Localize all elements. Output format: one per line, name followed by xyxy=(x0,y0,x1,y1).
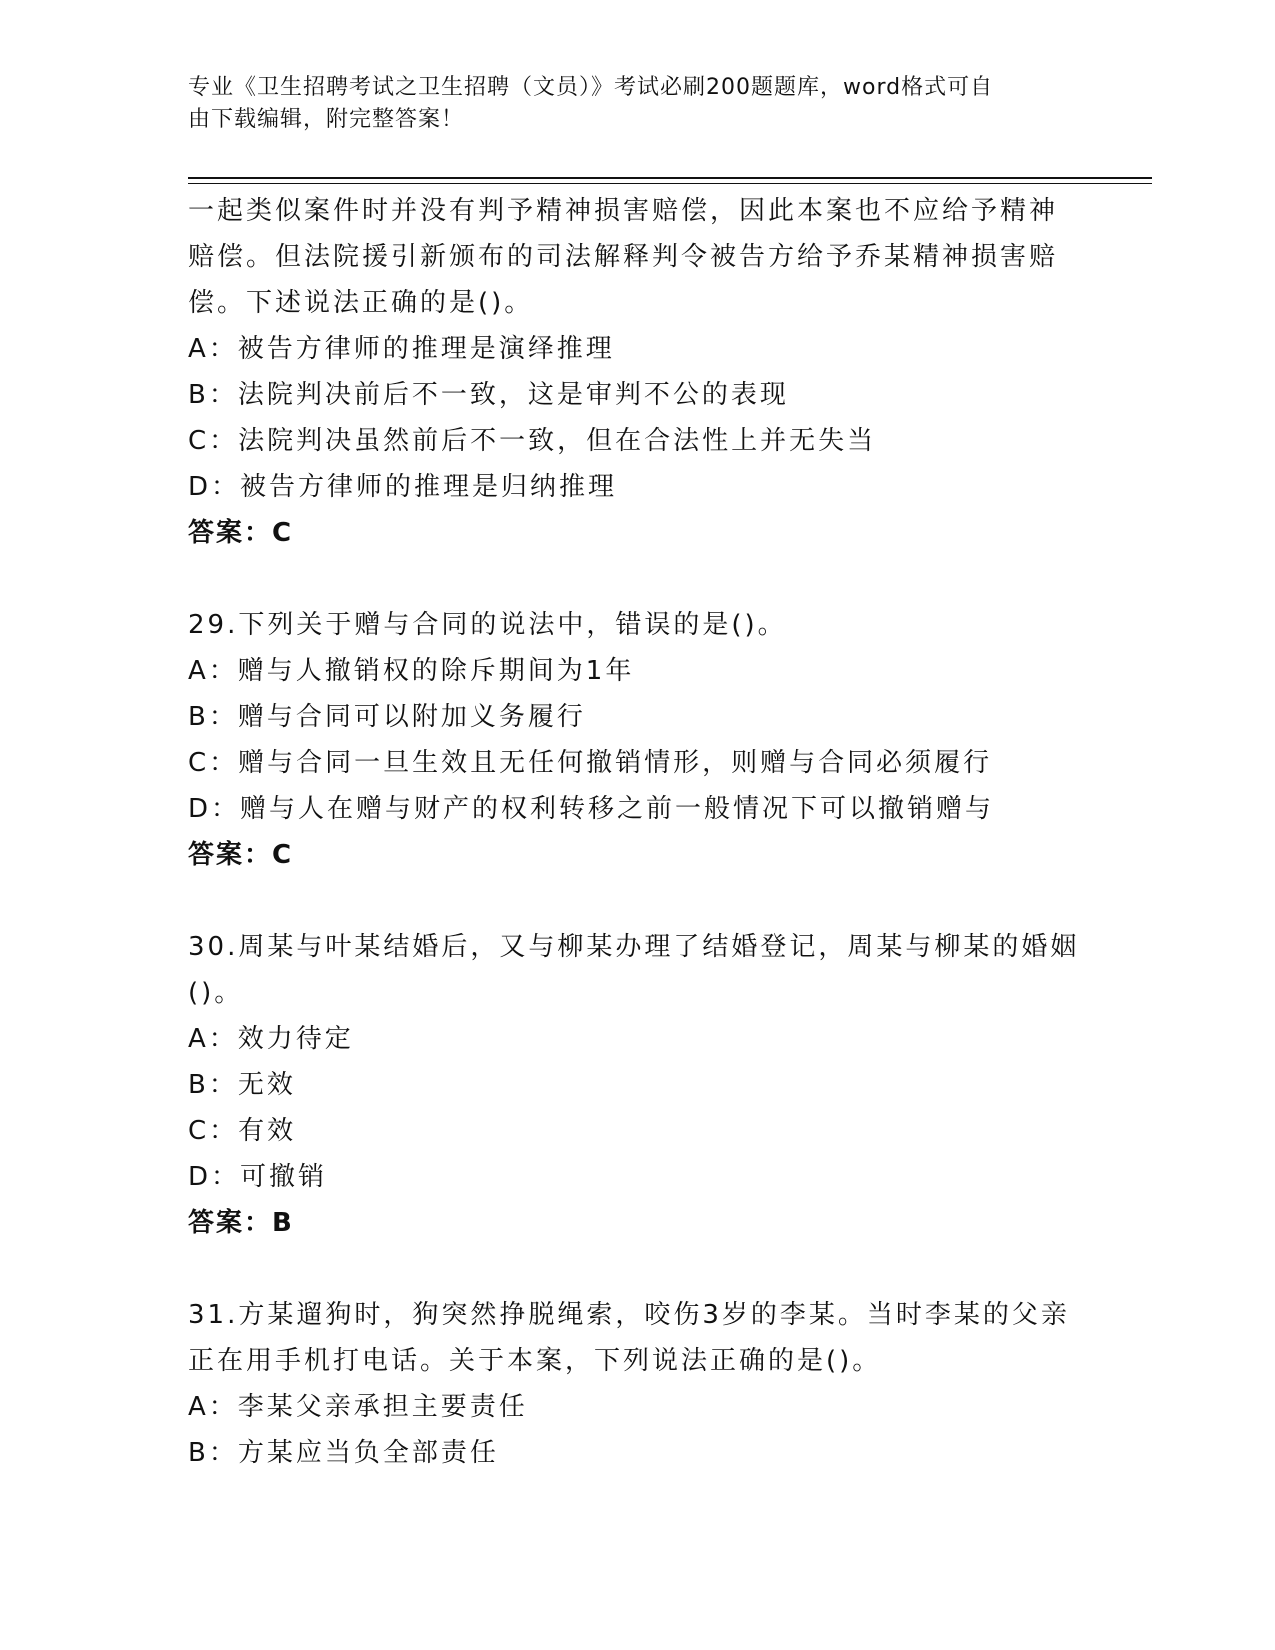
question-31-option-b: B：方某应当负全部责任 xyxy=(188,1438,499,1468)
question-30-option-a: A：效力待定 xyxy=(188,1024,354,1054)
question-30-text-line-1: 30.周某与叶某结婚后，又与柳某办理了结婚登记，周某与柳某的婚姻 xyxy=(188,932,1080,962)
question-29-option-d: D：赠与人在赠与财产的权利转移之前一般情况下可以撤销赠与 xyxy=(188,794,995,824)
question-29-text-line-1: 29.下列关于赠与合同的说法中，错误的是()。 xyxy=(188,610,787,640)
question-28-text-line-1: 一起类似案件时并没有判予精神损害赔偿，因此本案也不应给予精神 xyxy=(188,196,1059,226)
question-28-option-b: B：法院判决前后不一致，这是审判不公的表现 xyxy=(188,380,789,410)
question-28-option-a: A：被告方律师的推理是演绎推理 xyxy=(188,334,615,364)
question-31-text-line-1: 31.方某遛狗时，狗突然挣脱绳索，咬伤3岁的李某。当时李某的父亲 xyxy=(188,1300,1070,1330)
question-31-option-a: A：李某父亲承担主要责任 xyxy=(188,1392,528,1422)
question-30-option-d: D：可撤销 xyxy=(188,1162,328,1192)
question-28-answer: 答案：C xyxy=(188,518,294,548)
question-30-answer: 答案：B xyxy=(188,1208,294,1238)
question-29-option-c: C：赠与合同一旦生效且无任何撤销情形，则赠与合同必须履行 xyxy=(188,748,993,778)
question-31 xyxy=(188,1292,1088,1476)
question-29-answer: 答案：C xyxy=(188,840,294,870)
question-28 xyxy=(188,188,1088,556)
question-29-option-b: B：赠与合同可以附加义务履行 xyxy=(188,702,586,732)
header-line-2: 由下载编辑，附完整答案！ xyxy=(188,107,465,132)
question-30-option-c: C：有效 xyxy=(188,1116,297,1146)
question-28-option-c: C：法院判决虽然前后不一致，但在合法性上并无失当 xyxy=(188,426,877,456)
question-29-option-a: A：赠与人撤销权的除斥期间为1年 xyxy=(188,656,635,686)
spacer xyxy=(188,1246,1088,1292)
question-28-option-d: D：被告方律师的推理是归纳推理 xyxy=(188,472,618,502)
document-header xyxy=(188,72,1068,136)
question-28-text-line-2: 赔偿。但法院援引新颁布的司法解释判令被告方给予乔某精神损害赔 xyxy=(188,242,1059,272)
question-31-text-line-2: 正在用手机打电话。关于本案，下列说法正确的是()。 xyxy=(188,1346,882,1376)
header-divider-thick xyxy=(188,177,1152,179)
question-30 xyxy=(188,924,1088,1246)
question-29 xyxy=(188,602,1088,878)
question-30-text-line-2: ()。 xyxy=(188,978,244,1008)
header-line-1: 专业《卫生招聘考试之卫生招聘（文员）》考试必刷200题题库，word格式可自 xyxy=(188,75,994,100)
question-28-text-line-3: 偿。下述说法正确的是()。 xyxy=(188,288,534,318)
question-30-option-b: B：无效 xyxy=(188,1070,296,1100)
question-list xyxy=(188,188,1088,1476)
spacer xyxy=(188,556,1088,602)
header-divider-thin xyxy=(188,183,1152,184)
spacer xyxy=(188,878,1088,924)
